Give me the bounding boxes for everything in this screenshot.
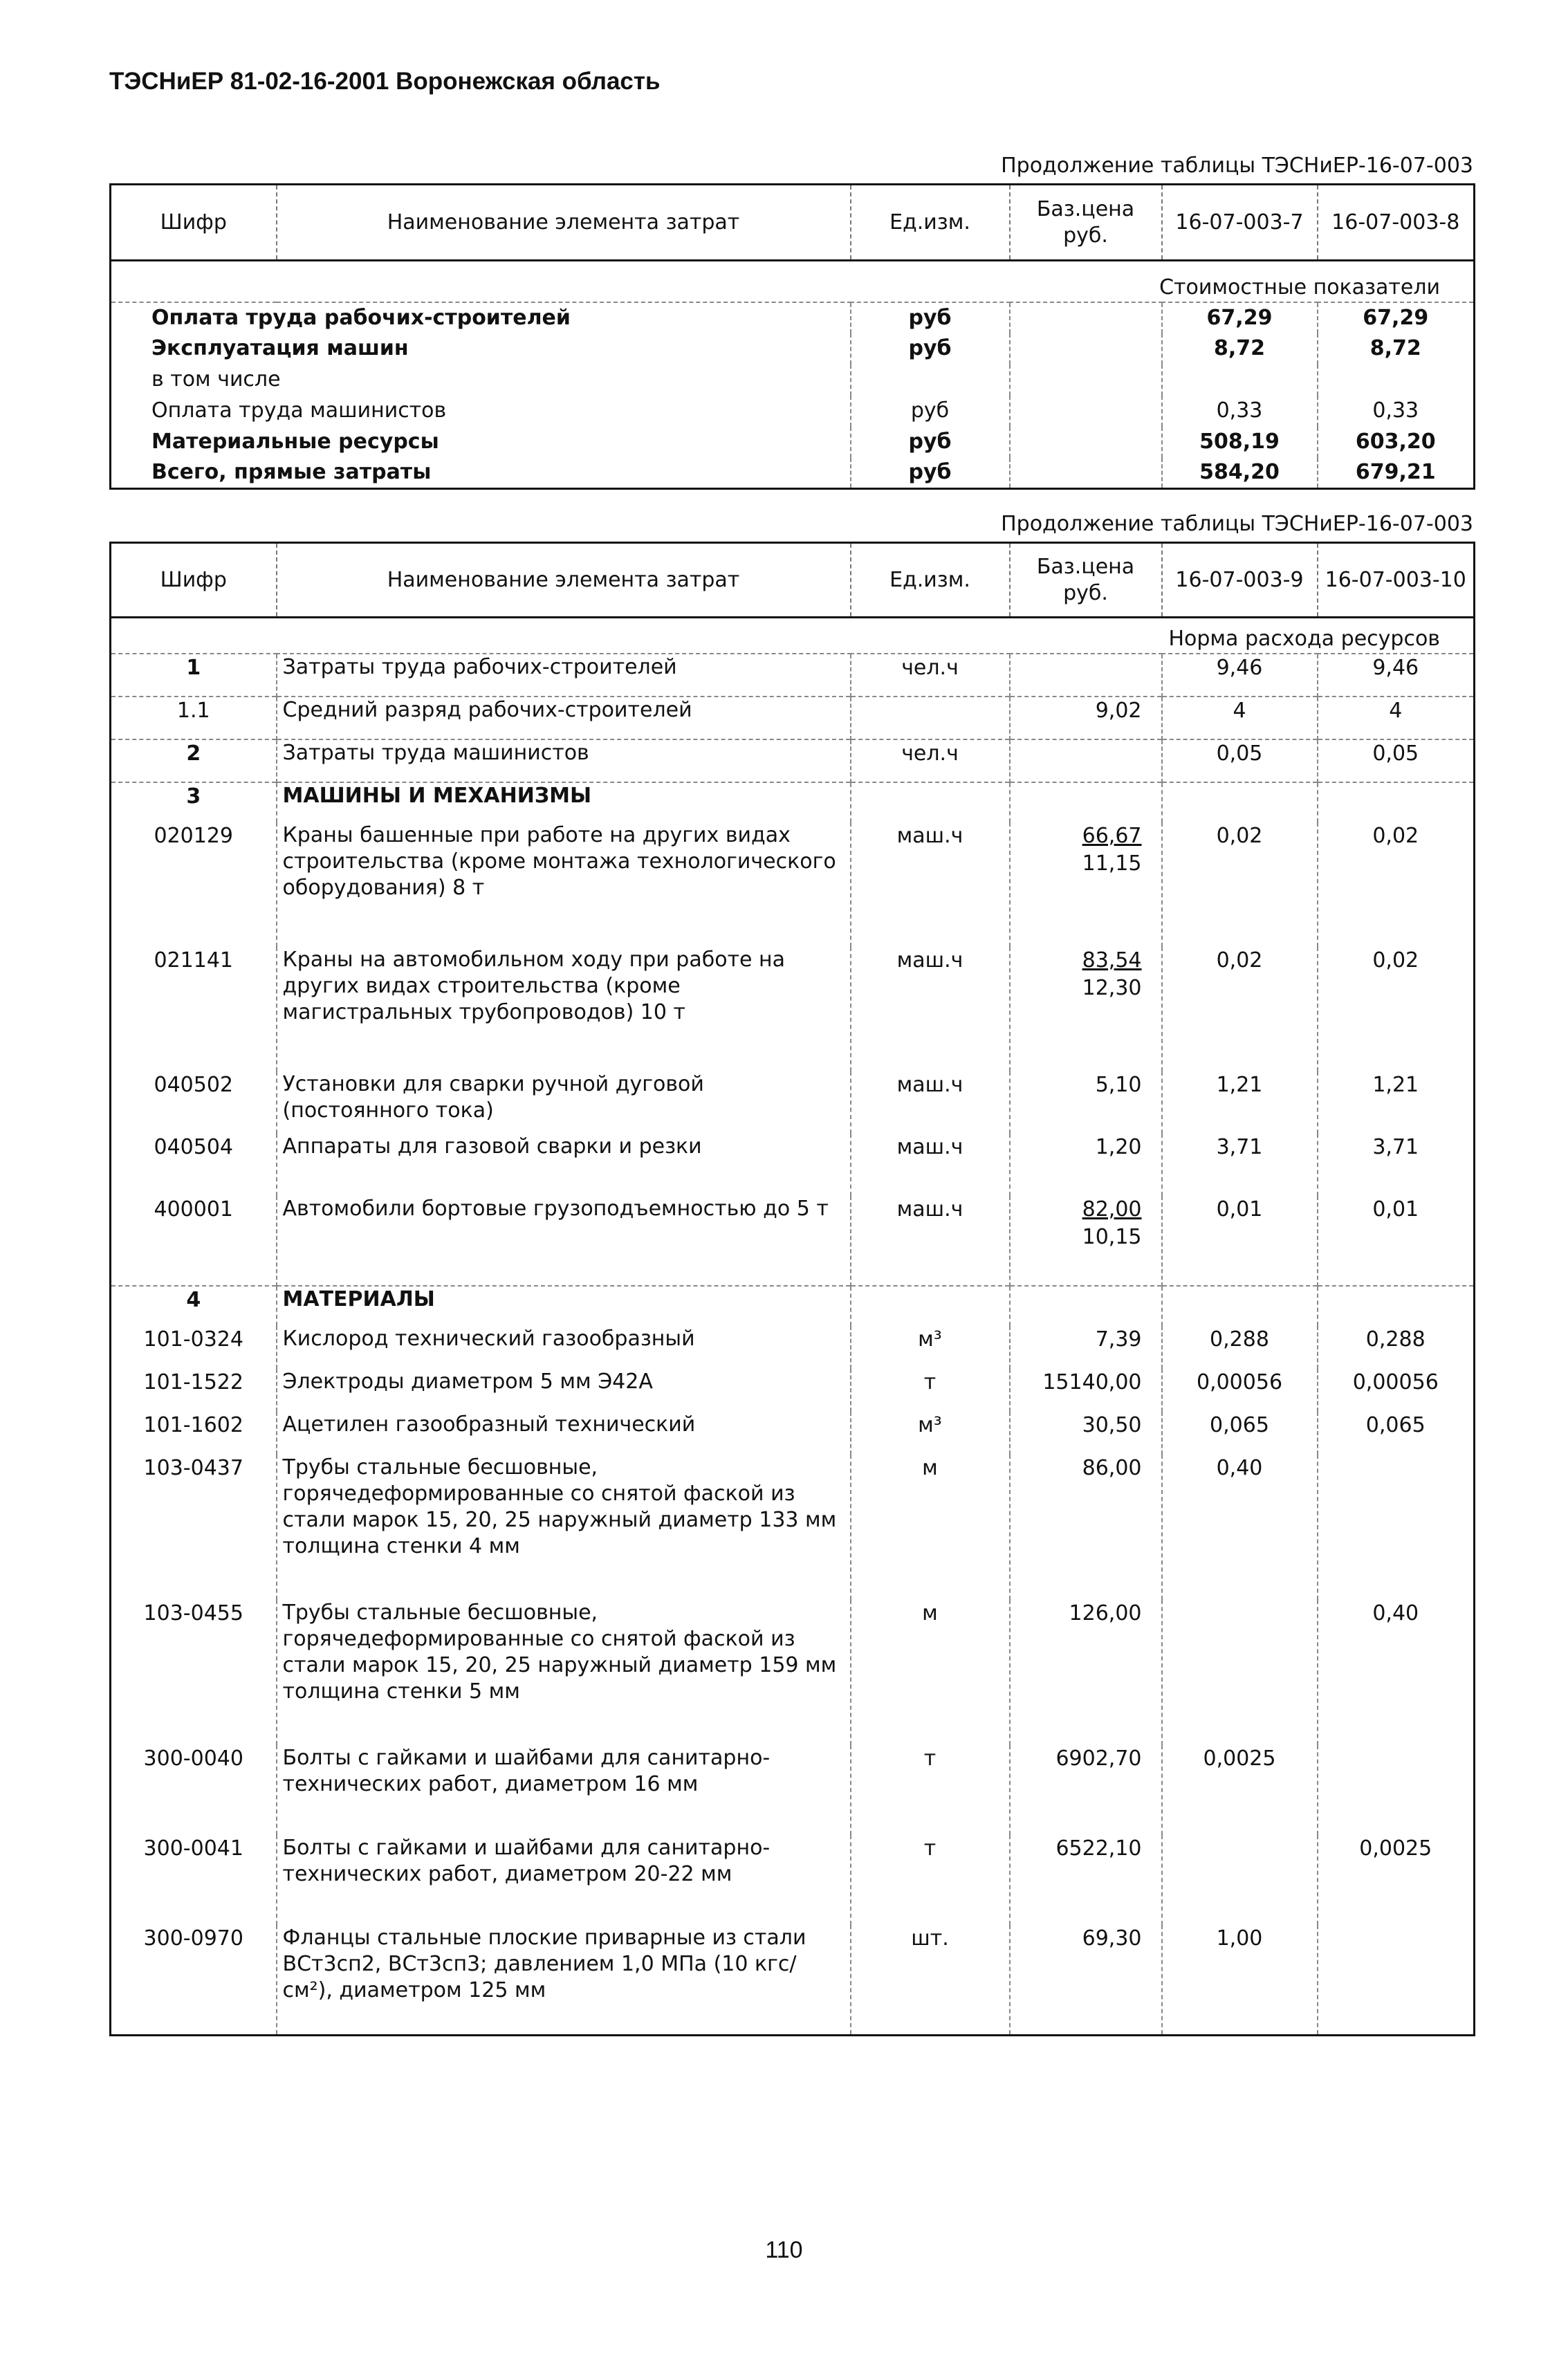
row-value-2: 0,288 <box>1318 1326 1475 1369</box>
row-unit: руб <box>851 427 1010 458</box>
row-name: Всего, прямые затраты <box>151 460 432 485</box>
row-code: 101-0324 <box>143 1327 243 1352</box>
row-name: МАТЕРИАЛЫ <box>277 1286 851 1326</box>
row-value-2: 0,00056 <box>1318 1369 1475 1412</box>
base-price-value: 1,20 <box>1095 1134 1142 1159</box>
row-base-price <box>1010 1412 1162 1455</box>
row-base-price <box>1010 1925 1162 2036</box>
page-number: 110 <box>765 2237 803 2263</box>
row-unit <box>851 1286 1010 1326</box>
table-row <box>111 739 1475 782</box>
row-value-1: 67,29 <box>1162 302 1318 333</box>
table-row <box>111 1326 1475 1369</box>
row-value-1 <box>1162 1600 1318 1745</box>
row-base-price <box>1010 1071 1162 1134</box>
table-row <box>111 333 1475 365</box>
row-code: 300-0970 <box>143 1926 243 1951</box>
column-header-base-price: Баз.цена руб. <box>1010 543 1162 618</box>
section-label: Норма расхода ресурсов <box>111 618 1475 654</box>
row-base-price <box>1010 1326 1162 1369</box>
row-value-2: 0,0025 <box>1318 1835 1475 1925</box>
row-name: Затраты труда рабочих-строителей <box>277 654 851 697</box>
row-unit: руб <box>851 302 1010 333</box>
row-base-price <box>1010 1455 1162 1600</box>
row-base-price <box>1010 458 1162 489</box>
row-base-price <box>1010 1286 1162 1326</box>
row-name: Затраты труда машинистов <box>277 739 851 782</box>
cost-indicators-table <box>109 183 1475 490</box>
column-header-name: Наименование элемента затрат <box>277 543 851 618</box>
row-name: Болты с гайками и шайбами для санитарно-технических работ, диаметром 20-22 мм <box>277 1835 851 1925</box>
table-row <box>111 427 1475 458</box>
row-name: в том числе <box>151 367 281 391</box>
row-base-price <box>1010 427 1162 458</box>
table-row <box>111 1600 1475 1745</box>
row-code: 4 <box>111 1286 277 1326</box>
row-name: Трубы стальные бесшовные, горячедеформированные со снятой фаской из стали марок 15, 20, 25 наружный диаметр 133 мм толщина стенки 4 мм <box>277 1455 851 1600</box>
column-header-variant-2: 16-07-003-8 <box>1318 185 1475 261</box>
row-value-1: 3,71 <box>1162 1134 1318 1196</box>
table2-header-row <box>111 543 1475 618</box>
row-code: 400001 <box>154 1197 234 1222</box>
base-price-value: 6902,70 <box>1055 1746 1142 1771</box>
row-value-2: 0,02 <box>1318 947 1475 1071</box>
row-code: 300-0041 <box>143 1836 243 1861</box>
row-value-2: 0,05 <box>1318 739 1475 782</box>
base-price-value: 86,00 <box>1082 1455 1142 1480</box>
row-name: Оплата труда машинистов <box>151 398 447 423</box>
row-value-1: 0,00056 <box>1162 1369 1318 1412</box>
base-price-value: 7,39 <box>1095 1327 1142 1352</box>
row-name: Электроды диаметром 5 мм Э42А <box>277 1369 851 1412</box>
row-name: Установки для сварки ручной дуговой (постоянного тока) <box>277 1071 851 1134</box>
table-row <box>111 1412 1475 1455</box>
row-unit: маш.ч <box>851 822 1010 947</box>
row-value-2 <box>1318 782 1475 822</box>
table-row <box>111 1455 1475 1600</box>
base-price-value: 83,54 <box>1082 948 1142 973</box>
base-price-value: 5,10 <box>1095 1072 1142 1097</box>
table1-header-row <box>111 185 1475 261</box>
column-header-unit: Ед.изм. <box>851 543 1010 618</box>
row-name: Фланцы стальные плоские приварные из стали ВСт3сп2, ВСт3сп3; давлением 1,0 МПа (10 кгс/см²), диаметром 125 мм <box>277 1925 851 2036</box>
row-value-2: 0,02 <box>1318 822 1475 947</box>
row-value-2: 0,01 <box>1318 1196 1475 1286</box>
row-value-2 <box>1318 365 1475 396</box>
row-unit: маш.ч <box>851 1134 1010 1196</box>
row-value-2: 0,33 <box>1318 396 1475 427</box>
row-value-2: 1,21 <box>1318 1071 1475 1134</box>
row-name: МАШИНЫ И МЕХАНИЗМЫ <box>277 782 851 822</box>
resource-norms-table <box>109 542 1475 2036</box>
row-code: 1.1 <box>111 697 277 739</box>
row-code: 2 <box>111 739 277 782</box>
table-row <box>111 1835 1475 1925</box>
table-row <box>111 1071 1475 1134</box>
base-price-value: 30,50 <box>1082 1412 1142 1437</box>
page-title: ТЭСНиЕР 81-02-16-2001 Воронежская область <box>109 68 661 95</box>
table-row <box>111 302 1475 333</box>
table-row <box>111 947 1475 1071</box>
row-unit: маш.ч <box>851 1071 1010 1134</box>
table1-body <box>111 302 1475 489</box>
row-value-2: 8,72 <box>1318 333 1475 365</box>
section-label: Стоимостные показатели <box>111 261 1475 302</box>
row-base-price <box>1010 302 1162 333</box>
base-price-value: 66,67 <box>1082 823 1142 848</box>
row-code: 020129 <box>154 823 234 848</box>
column-header-name: Наименование элемента затрат <box>277 185 851 261</box>
table-row <box>111 654 1475 697</box>
table-row <box>111 1196 1475 1286</box>
row-value-1: 0,01 <box>1162 1196 1318 1286</box>
table1-continuation-caption: Продолжение таблицы ТЭСНиЕР-16-07-003 <box>1001 154 1473 178</box>
row-base-price <box>1010 822 1162 947</box>
base-price-value: 9,02 <box>1095 698 1142 723</box>
row-value-1: 0,288 <box>1162 1326 1318 1369</box>
section-row <box>111 782 1475 822</box>
column-header-code: Шифр <box>111 185 277 261</box>
row-unit <box>851 782 1010 822</box>
base-price-value: 82,00 <box>1082 1197 1142 1222</box>
row-value-2: 0,065 <box>1318 1412 1475 1455</box>
row-value-2 <box>1318 1455 1475 1600</box>
column-header-variant-2: 16-07-003-10 <box>1318 543 1475 618</box>
row-base-price <box>1010 1600 1162 1745</box>
row-value-1: 0,33 <box>1162 396 1318 427</box>
row-name: Аппараты для газовой сварки и резки <box>277 1134 851 1196</box>
row-unit: м <box>851 1600 1010 1745</box>
row-base-price <box>1010 1134 1162 1196</box>
row-code: 101-1602 <box>143 1412 243 1437</box>
table2-body <box>111 654 1475 2036</box>
row-value-1: 9,46 <box>1162 654 1318 697</box>
row-base-price <box>1010 1369 1162 1412</box>
table-row <box>111 365 1475 396</box>
row-value-1 <box>1162 1286 1318 1326</box>
table-row <box>111 1134 1475 1196</box>
row-code: 300-0040 <box>143 1746 243 1771</box>
row-name: Трубы стальные бесшовные, горячедеформированные со снятой фаской из стали марок 15, 20, 25 наружный диаметр 159 мм толщина стенки 5 мм <box>277 1600 851 1745</box>
row-base-price <box>1010 365 1162 396</box>
table-row <box>111 458 1475 489</box>
row-base-price <box>1010 782 1162 822</box>
section-row <box>111 1286 1475 1326</box>
column-header-unit: Ед.изм. <box>851 185 1010 261</box>
row-name: Эксплуатация машин <box>151 336 409 360</box>
row-unit: м <box>851 1455 1010 1600</box>
table-row <box>111 1745 1475 1835</box>
row-code: 101-1522 <box>143 1370 243 1394</box>
row-base-price <box>1010 739 1162 782</box>
row-name: Ацетилен газообразный технический <box>277 1412 851 1455</box>
base-price-value: 126,00 <box>1069 1601 1142 1625</box>
row-unit: руб <box>851 396 1010 427</box>
row-unit <box>851 365 1010 396</box>
row-name: Болты с гайками и шайбами для санитарно-технических работ, диаметром 16 мм <box>277 1745 851 1835</box>
row-value-2 <box>1318 1925 1475 2036</box>
base-price-value: 15140,00 <box>1042 1370 1142 1394</box>
row-base-price <box>1010 333 1162 365</box>
column-header-base-price: Баз.цена руб. <box>1010 185 1162 261</box>
row-value-1: 584,20 <box>1162 458 1318 489</box>
row-value-1: 508,19 <box>1162 427 1318 458</box>
table-row <box>111 1925 1475 2036</box>
base-price-value: 69,30 <box>1082 1926 1142 1951</box>
row-code: 021141 <box>154 948 234 973</box>
row-value-1 <box>1162 365 1318 396</box>
row-value-1: 8,72 <box>1162 333 1318 365</box>
section-label-row <box>111 261 1475 302</box>
row-value-2: 9,46 <box>1318 654 1475 697</box>
table2-continuation-caption: Продолжение таблицы ТЭСНиЕР-16-07-003 <box>1001 512 1473 536</box>
row-unit <box>851 697 1010 739</box>
table-row <box>111 822 1475 947</box>
row-code: 3 <box>111 782 277 822</box>
row-code: 1 <box>186 655 201 680</box>
table-row <box>111 1369 1475 1412</box>
row-value-2: 679,21 <box>1318 458 1475 489</box>
row-value-1: 1,21 <box>1162 1071 1318 1134</box>
row-base-price <box>1010 654 1162 697</box>
row-unit: т <box>851 1745 1010 1835</box>
row-value-2 <box>1318 1745 1475 1835</box>
table-row <box>111 396 1475 427</box>
row-code: 040504 <box>154 1134 234 1159</box>
row-value-2: 4 <box>1318 697 1475 739</box>
row-code: 103-0437 <box>143 1455 243 1480</box>
row-unit: маш.ч <box>851 947 1010 1071</box>
column-header-variant-1: 16-07-003-7 <box>1162 185 1318 261</box>
base-price-labor-value: 12,30 <box>1082 975 1142 1000</box>
row-name: Материальные ресурсы <box>151 430 439 454</box>
row-value-1 <box>1162 782 1318 822</box>
row-unit: шт. <box>851 1925 1010 2036</box>
row-name: Средний разряд рабочих-строителей <box>277 697 851 739</box>
row-base-price <box>1010 697 1162 739</box>
row-base-price <box>1010 1835 1162 1925</box>
row-name: Краны на автомобильном ходу при работе на других видах строительства (кроме магистральных трубопроводов) 10 т <box>277 947 851 1071</box>
row-unit: руб <box>851 458 1010 489</box>
row-value-2: 0,40 <box>1318 1600 1475 1745</box>
row-value-1: 4 <box>1162 697 1318 739</box>
base-price-labor-value: 10,15 <box>1082 1224 1142 1249</box>
row-code: 040502 <box>154 1072 234 1097</box>
row-name: Автомобили бортовые грузоподъемностью до 5 т <box>277 1196 851 1286</box>
row-code: 103-0455 <box>143 1601 243 1625</box>
row-value-1: 1,00 <box>1162 1925 1318 2036</box>
row-value-2: 603,20 <box>1318 427 1475 458</box>
row-unit: м³ <box>851 1412 1010 1455</box>
row-name: Оплата труда рабочих-строителей <box>151 305 571 330</box>
column-header-code: Шифр <box>111 543 277 618</box>
section-label-row <box>111 618 1475 654</box>
row-value-1: 0,065 <box>1162 1412 1318 1455</box>
row-unit: маш.ч <box>851 1196 1010 1286</box>
row-value-2: 3,71 <box>1318 1134 1475 1196</box>
row-value-1: 0,02 <box>1162 947 1318 1071</box>
row-unit: чел.ч <box>851 739 1010 782</box>
column-header-variant-1: 16-07-003-9 <box>1162 543 1318 618</box>
table-row <box>111 697 1475 739</box>
row-unit: т <box>851 1369 1010 1412</box>
row-value-1: 0,40 <box>1162 1455 1318 1600</box>
row-unit: т <box>851 1835 1010 1925</box>
row-base-price <box>1010 1196 1162 1286</box>
row-value-1: 0,05 <box>1162 739 1318 782</box>
row-base-price <box>1010 1745 1162 1835</box>
row-value-2: 67,29 <box>1318 302 1475 333</box>
row-base-price <box>1010 947 1162 1071</box>
base-price-labor-value: 11,15 <box>1082 851 1142 876</box>
base-price-value: 6522,10 <box>1055 1836 1142 1861</box>
row-unit: м³ <box>851 1326 1010 1369</box>
row-unit: чел.ч <box>851 654 1010 697</box>
row-unit: руб <box>851 333 1010 365</box>
row-name: Краны башенные при работе на других видах строительства (кроме монтажа технологического оборудования) 8 т <box>277 822 851 947</box>
row-name: Кислород технический газообразный <box>277 1326 851 1369</box>
row-value-1 <box>1162 1835 1318 1925</box>
row-value-1: 0,02 <box>1162 822 1318 947</box>
row-value-1: 0,0025 <box>1162 1745 1318 1835</box>
row-base-price <box>1010 396 1162 427</box>
row-value-2 <box>1318 1286 1475 1326</box>
